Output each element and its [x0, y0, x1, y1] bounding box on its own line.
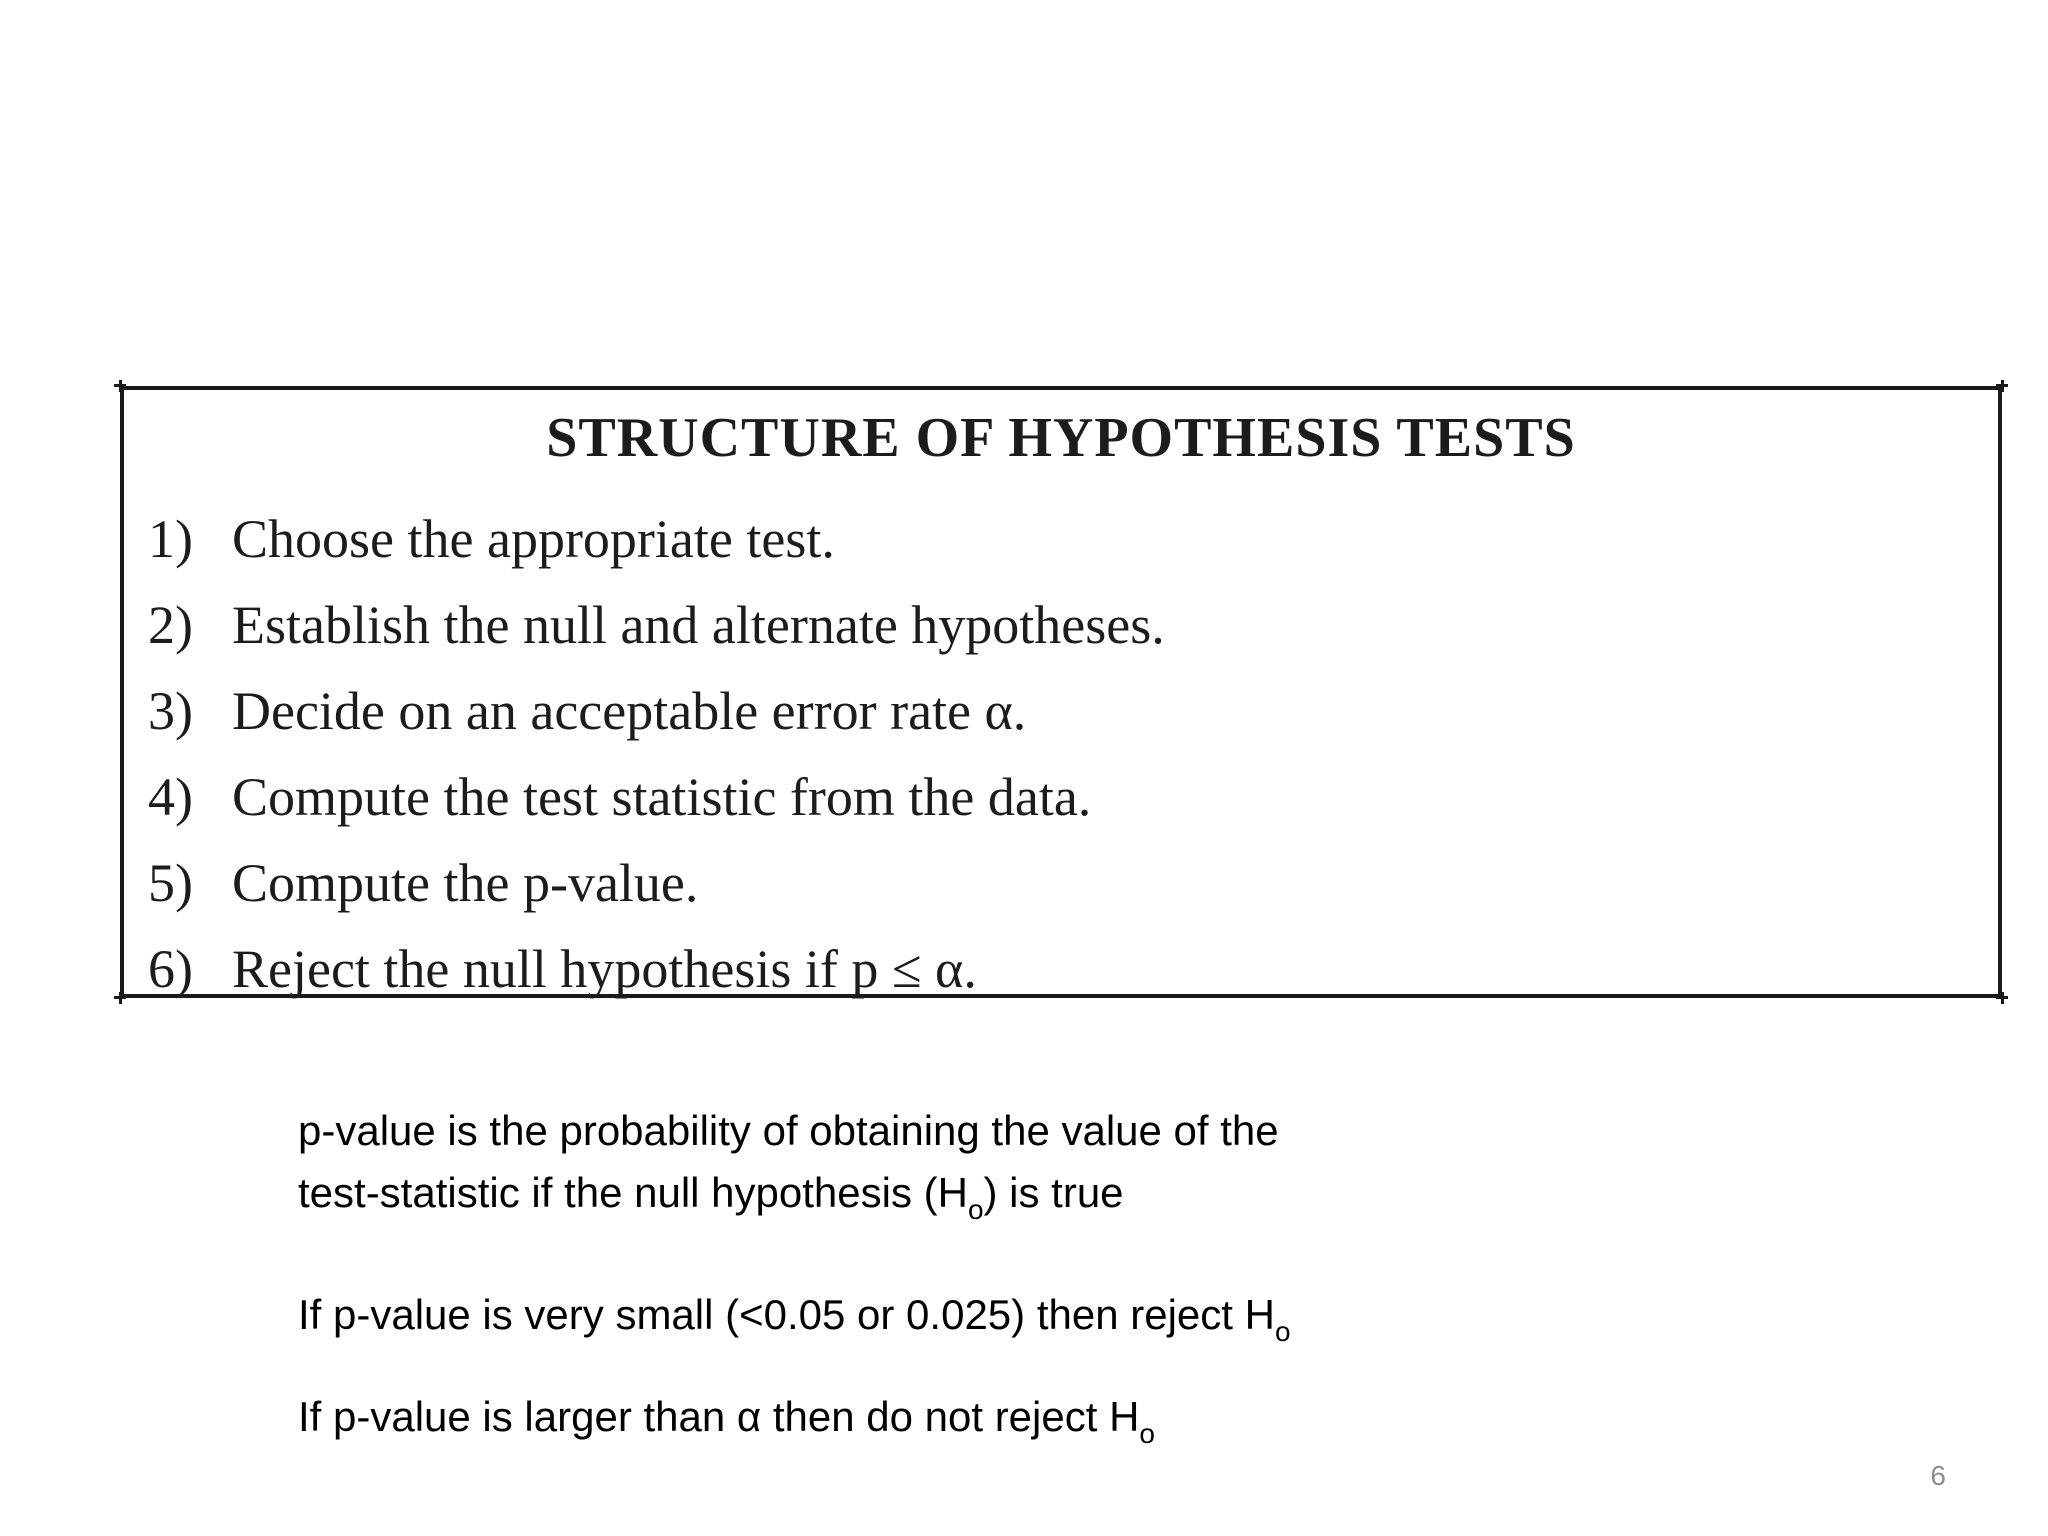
step-number: 4)	[148, 767, 193, 827]
reject-rule-text: If p-value is very small (<0.05 or 0.025) then reject H	[298, 1291, 1275, 1338]
subscript: o	[1274, 1316, 1291, 1347]
page-number: 6	[1930, 1460, 1946, 1491]
corner-mark	[1996, 380, 2008, 392]
definition-line-2-end: ) is true	[983, 1169, 1124, 1216]
p-value-definition	[298, 1100, 1279, 1229]
step-item	[148, 754, 1165, 840]
step-number: 1)	[148, 509, 193, 569]
step-text: Establish the null and alternate hypotheses.	[232, 595, 1165, 655]
box-title: STRUCTURE OF HYPOTHESIS TESTS	[546, 407, 1576, 469]
definition-line-2-text: test-statistic if the null hypothesis (H	[298, 1169, 968, 1216]
step-number: 6)	[148, 939, 193, 999]
step-number: 2)	[148, 595, 193, 655]
step-item	[148, 496, 1165, 582]
step-number: 3)	[148, 681, 193, 741]
step-text: Choose the appropriate test.	[232, 509, 835, 569]
subscript: o	[1139, 1418, 1155, 1449]
do-not-reject-rule-text: If p-value is larger than α then do not reject H	[298, 1393, 1140, 1440]
corner-mark	[114, 992, 126, 1004]
definition-line-1: p-value is the probability of obtaining the value of the	[298, 1107, 1279, 1154]
step-text: Decide on an acceptable error rate α.	[232, 681, 1027, 741]
do-not-reject-rule	[298, 1386, 1155, 1453]
step-item	[148, 668, 1165, 754]
definition-line-2	[298, 1162, 1279, 1229]
corner-mark	[114, 380, 126, 392]
step-item	[148, 582, 1165, 668]
step-item	[148, 926, 1165, 1012]
step-number: 5)	[148, 853, 193, 913]
step-text: Compute the test statistic from the data.	[232, 767, 1092, 827]
step-item	[148, 840, 1165, 926]
step-text: Compute the p-value.	[232, 853, 699, 913]
corner-mark	[1996, 992, 2008, 1004]
reject-rule	[298, 1284, 1291, 1351]
subscript: o	[967, 1194, 984, 1225]
hypothesis-structure-box	[120, 386, 2002, 998]
steps-list	[148, 496, 1165, 1012]
step-text: Reject the null hypothesis if p ≤ α.	[232, 939, 977, 999]
